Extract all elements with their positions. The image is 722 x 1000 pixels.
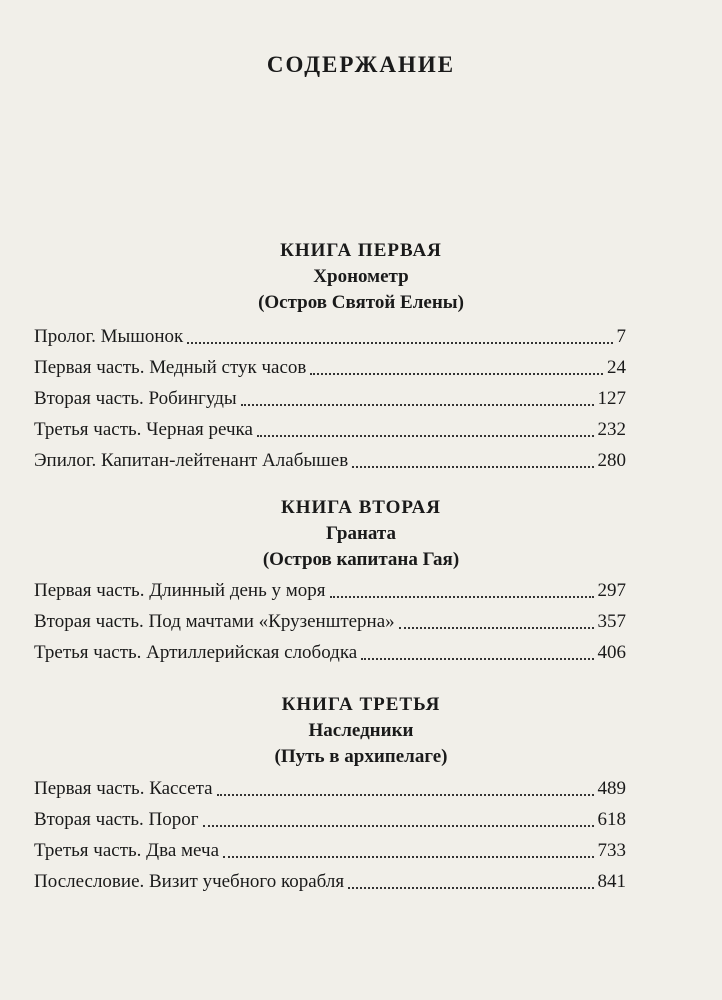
toc-entry [34, 324, 626, 350]
leader-dots [352, 466, 593, 468]
toc-entry [34, 609, 626, 635]
entry-page: 406 [597, 642, 626, 663]
toc-entry [34, 386, 626, 412]
toc-entry [34, 355, 626, 381]
leader-dots [223, 856, 594, 858]
book-label: КНИГА ПЕРВАЯ [280, 240, 442, 261]
entry-page: 127 [597, 388, 626, 409]
entry-page: 280 [597, 450, 626, 471]
toc-entry [34, 640, 626, 666]
entry-title: Третья часть. Черная речка [34, 419, 253, 440]
leader-dots [241, 404, 594, 406]
toc-entry [34, 448, 626, 474]
entry-page: 489 [597, 778, 626, 799]
entry-title: Первая часть. Длинный день у моря [34, 580, 326, 601]
entry-title: Третья часть. Артиллерийская слободка [34, 642, 358, 663]
toc-entry [34, 417, 626, 443]
book-heading [0, 495, 722, 573]
book-name: Граната [326, 523, 396, 544]
entry-title: Пролог. Мышонок [34, 326, 184, 347]
leader-dots [257, 435, 594, 437]
toc-entry [34, 578, 626, 604]
leader-dots [217, 794, 594, 796]
entry-page: 618 [597, 809, 626, 830]
book-subtitle: (Остров Святой Елены) [258, 292, 464, 313]
entry-page: 24 [607, 357, 626, 378]
entry-page: 7 [616, 326, 626, 347]
toc-entry [34, 807, 626, 833]
entry-title: Вторая часть. Порог [34, 809, 199, 830]
book-subtitle: (Остров капитана Гая) [262, 549, 460, 570]
entry-page: 733 [597, 840, 626, 861]
toc-entry [34, 776, 626, 802]
entry-title: Вторая часть. Под мачтами «Крузенштерна» [34, 611, 395, 632]
book-label: КНИГА ТРЕТЬЯ [281, 694, 441, 715]
entry-title: Первая часть. Кассета [34, 778, 213, 799]
leader-dots [399, 627, 594, 629]
entry-title: Вторая часть. Робингуды [34, 388, 237, 409]
toc-entry [34, 869, 626, 895]
entry-page: 841 [597, 871, 626, 892]
leader-dots [203, 825, 594, 827]
entry-page: 297 [597, 580, 626, 601]
book-name: Хронометр [313, 266, 409, 287]
leader-dots [330, 596, 594, 598]
leader-dots [361, 658, 593, 660]
book-label: КНИГА ВТОРАЯ [280, 497, 442, 518]
entry-page: 232 [597, 419, 626, 440]
entry-title: Третья часть. Два меча [34, 840, 219, 861]
entry-title: Первая часть. Медный стук часов [34, 357, 307, 378]
entry-title: Эпилог. Капитан-лейтенант Алабышев [34, 450, 349, 471]
leader-dots [310, 373, 603, 375]
book-name: Наследники [308, 720, 414, 741]
leader-dots [187, 342, 612, 344]
book-heading [0, 692, 722, 770]
book-subtitle: (Путь в архипелаге) [274, 746, 448, 767]
leader-dots [348, 887, 593, 889]
entry-title: Послесловие. Визит учебного корабля [34, 871, 345, 892]
page-title: СОДЕРЖАНИЕ [266, 52, 456, 77]
toc-entry [34, 838, 626, 864]
book-heading [0, 238, 722, 316]
entry-page: 357 [597, 611, 626, 632]
